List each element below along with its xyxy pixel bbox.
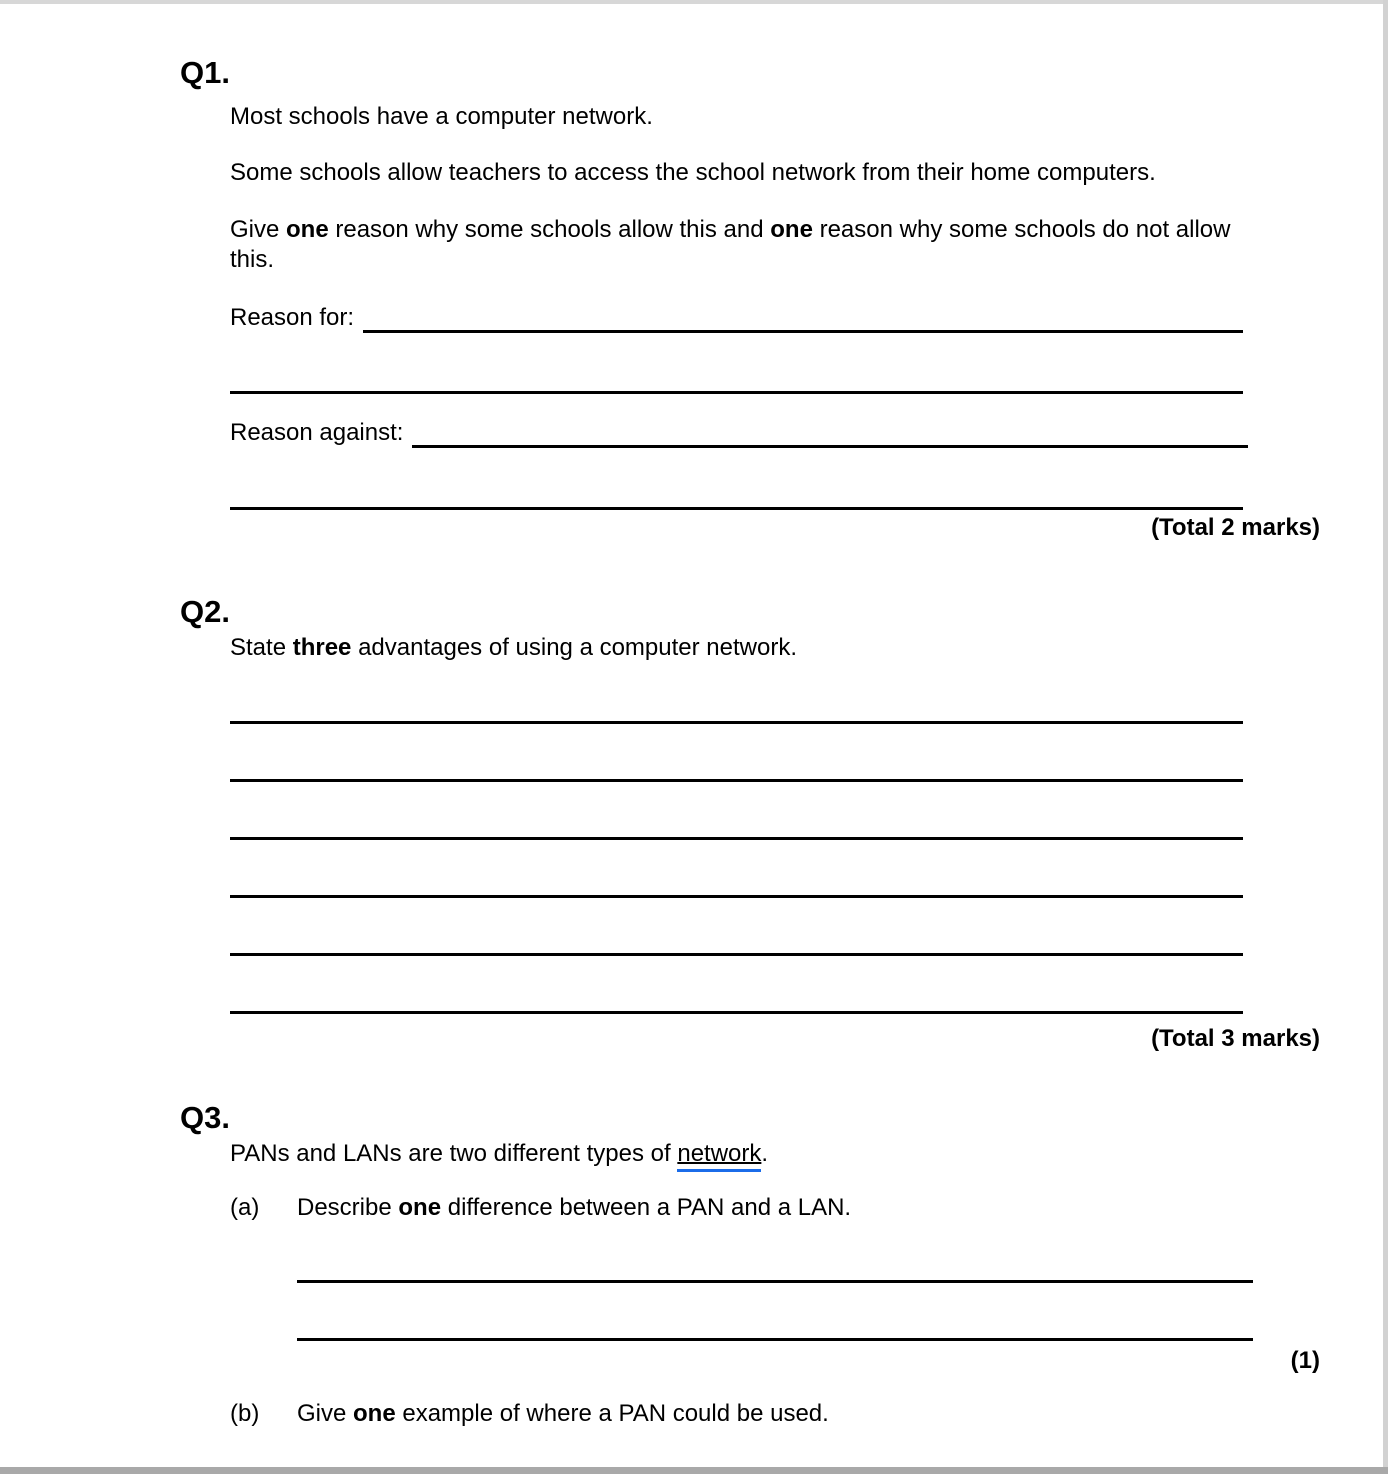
q1-p3-bold-one-2: one [770,216,813,243]
q3a-prompt-bold-one: one [398,1194,442,1221]
answer-line [230,981,1243,1014]
q1-p3-text: Give [230,216,287,243]
q1-p3-bold-one-1: one [286,216,329,243]
q3a-marks: (1) [1290,1347,1320,1374]
q1-paragraph-3 [230,215,1265,275]
reason-for-answer-line [363,303,1243,333]
question-1-number: Q1. [180,55,230,90]
q1-p3-text: reason why some schools allow this and [328,216,771,243]
page-top-edge [0,0,1388,4]
q3a-prompt-text: Describe [297,1194,399,1221]
question-3-number: Q3. [180,1100,230,1135]
q1-reason-for-row [230,303,1243,333]
q2-prompt-text: advantages of using a computer network. [351,634,797,661]
q3a-prompt-text: difference between a PAN and a LAN. [441,1194,852,1221]
answer-line [297,1250,1253,1283]
answer-line [230,807,1243,840]
page-bottom-edge [0,1467,1388,1474]
answer-line [230,923,1243,956]
answer-line [230,477,1243,510]
q3b-prompt-bold-one: one [353,1400,396,1427]
page-right-edge [1383,0,1388,1474]
reason-against-answer-line [412,418,1248,448]
q3b-label: (b) [230,1400,260,1427]
q3b-prompt [297,1399,829,1429]
q1-total-marks: (Total 2 marks) [1151,514,1320,541]
q3b-prompt-text: Give [297,1400,354,1427]
q2-total-marks: (Total 3 marks) [1151,1025,1320,1052]
answer-line [230,749,1243,782]
reason-for-label: Reason for: [230,304,355,331]
answer-line [230,865,1243,898]
question-2-number: Q2. [180,594,230,629]
q2-prompt-text: State [230,634,293,661]
q1-paragraph-2: Some schools allow teachers to access the school network from their home computers. [230,159,1156,186]
q3b-row [230,1399,829,1429]
q1-p3-text: reason why some schools do not allow this. [230,216,1231,273]
answer-line [230,361,1243,394]
q3a-row [230,1193,851,1223]
q3-intro-suffix: . [761,1140,769,1167]
network-link[interactable]: network [677,1140,762,1167]
q3b-prompt-text: example of where a PAN could be used. [395,1400,829,1427]
q3-intro-text: PANs and LANs are two different types of [230,1140,678,1167]
q1-paragraph-1: Most schools have a computer network. [230,103,653,130]
q1-reason-against-row [230,418,1248,448]
q3a-label: (a) [230,1194,260,1221]
q2-prompt [230,633,797,663]
answer-line [297,1308,1253,1341]
q3a-prompt [297,1193,851,1223]
q2-prompt-bold-three: three [292,634,352,661]
q3-intro [230,1139,768,1169]
reason-against-label: Reason against: [230,419,404,446]
answer-line [230,691,1243,724]
